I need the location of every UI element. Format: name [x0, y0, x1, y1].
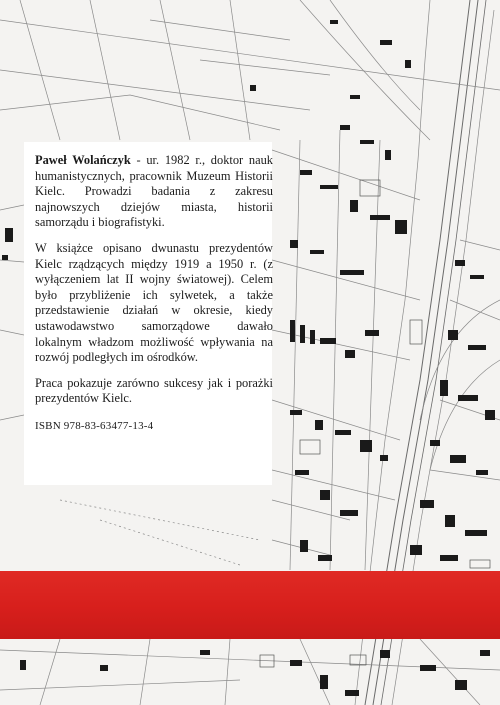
red-band	[0, 571, 500, 639]
author-name: Paweł Wolańczyk	[35, 153, 131, 167]
author-bio-text: - ur. 1982 r., doktor nauk humanistycznych, pracownik Muzeum Historii Kielc. Prowadzi badania z zakresu najnowszych dziejów miasta, historii samorządu i biografistyki.	[35, 153, 273, 230]
book-description: W książce opisano dwunastu prezydentów Kielc rządzących między 1919 a 1950 r. (z wyłączeniem lat II wojny światowej). Celem było przybliżenie ich sylwetek, a także przedstawienie działań w okresie, kiedy ustawodawstwo samorządowe dawało lokalnym władzom możliwość wpływania na rozwój podległych im ośrodków.	[35, 240, 273, 365]
author-bio	[35, 153, 273, 231]
book-summary: Praca pokazuje zarówno sukcesy jak i porażki prezydentów Kielc.	[35, 375, 273, 406]
back-cover-text	[35, 153, 273, 435]
isbn: ISBN 978-83-63477-13-4	[35, 419, 154, 432]
